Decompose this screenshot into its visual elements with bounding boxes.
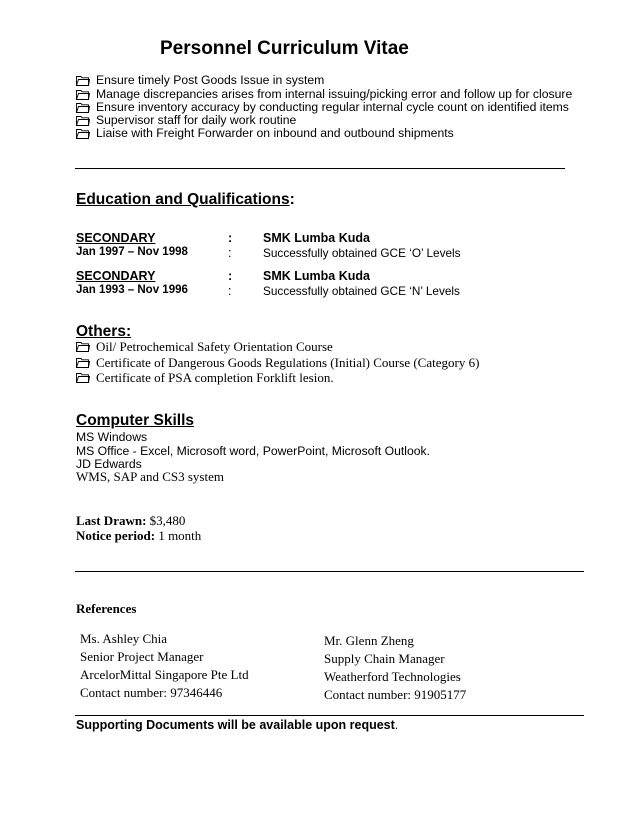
page-title: Personnel Curriculum Vitae xyxy=(160,38,409,59)
others-item: Oil/ Petrochemical Safety Orientation Course xyxy=(76,340,333,353)
education-heading: Education and Qualifications: xyxy=(76,191,295,208)
folder-icon xyxy=(76,128,90,139)
others-item: Certificate of Dangerous Goods Regulations (Initial) Course (Category 6) xyxy=(76,356,479,369)
edu-colon: : xyxy=(228,284,232,298)
last-drawn: Last Drawn: $3,480 xyxy=(76,513,186,528)
footer-note: Supporting Documents will be available upon request. xyxy=(76,718,399,732)
edu-period: Jan 1997 – Nov 1998 xyxy=(76,246,188,258)
skill-line: MS Office - Excel, Microsoft word, PowerPoint, Microsoft Outlook. xyxy=(76,444,430,458)
edu-level: SECONDARY xyxy=(76,269,156,283)
edu-colon: : xyxy=(228,231,233,245)
reference-contact: Contact number: 97346446 xyxy=(80,685,223,700)
edu-level: SECONDARY xyxy=(76,231,156,245)
notice-period: Notice period: 1 month xyxy=(76,528,202,543)
duty-item: Manage discrepancies arises from internal issuing/picking error and follow up for closure xyxy=(76,88,572,101)
edu-school: SMK Lumba Kuda xyxy=(263,231,370,245)
divider xyxy=(75,571,584,572)
skill-line: WMS, SAP and CS3 system xyxy=(76,469,224,484)
folder-icon xyxy=(76,75,90,86)
edu-colon: : xyxy=(228,246,232,260)
folder-icon xyxy=(76,341,90,352)
folder-icon xyxy=(76,89,90,100)
references-heading: References xyxy=(76,601,137,616)
reference-company: Weatherford Technologies xyxy=(324,669,461,684)
skill-line: JD Edwards xyxy=(76,457,142,471)
folder-icon xyxy=(76,372,90,383)
folder-icon xyxy=(76,115,90,126)
edu-school: SMK Lumba Kuda xyxy=(263,269,370,283)
reference-contact: Contact number: 91905177 xyxy=(324,687,467,702)
folder-icon xyxy=(76,102,90,113)
reference-company: ArcelorMittal Singapore Pte Ltd xyxy=(80,667,249,682)
edu-colon: : xyxy=(228,269,233,283)
folder-icon xyxy=(76,357,90,368)
divider xyxy=(75,715,584,716)
reference-card xyxy=(324,632,466,704)
edu-result: Successfully obtained GCE ‘O’ Levels xyxy=(263,246,461,260)
duty-item: Liaise with Freight Forwarder on inbound and outbound shipments xyxy=(76,127,454,140)
reference-role: Supply Chain Manager xyxy=(324,651,445,666)
reference-card xyxy=(80,630,249,702)
reference-name: Ms. Ashley Chia xyxy=(80,631,168,646)
skill-line: MS Windows xyxy=(76,430,148,444)
duty-item: Ensure inventory accuracy by conducting regular internal cycle count on identified items xyxy=(76,101,569,114)
reference-role: Senior Project Manager xyxy=(80,649,204,664)
duty-item: Ensure timely Post Goods Issue in system xyxy=(76,74,324,87)
duty-item: Supervisor staff for daily work routine xyxy=(76,114,296,127)
divider xyxy=(75,168,565,169)
others-heading: Others: xyxy=(76,323,132,340)
edu-result: Successfully obtained GCE ‘N’ Levels xyxy=(263,284,460,298)
reference-name: Mr. Glenn Zheng xyxy=(324,633,414,648)
edu-period: Jan 1993 – Nov 1996 xyxy=(76,284,188,296)
computer-skills-heading: Computer Skills xyxy=(76,412,194,429)
others-item: Certificate of PSA completion Forklift lesion. xyxy=(76,371,334,384)
